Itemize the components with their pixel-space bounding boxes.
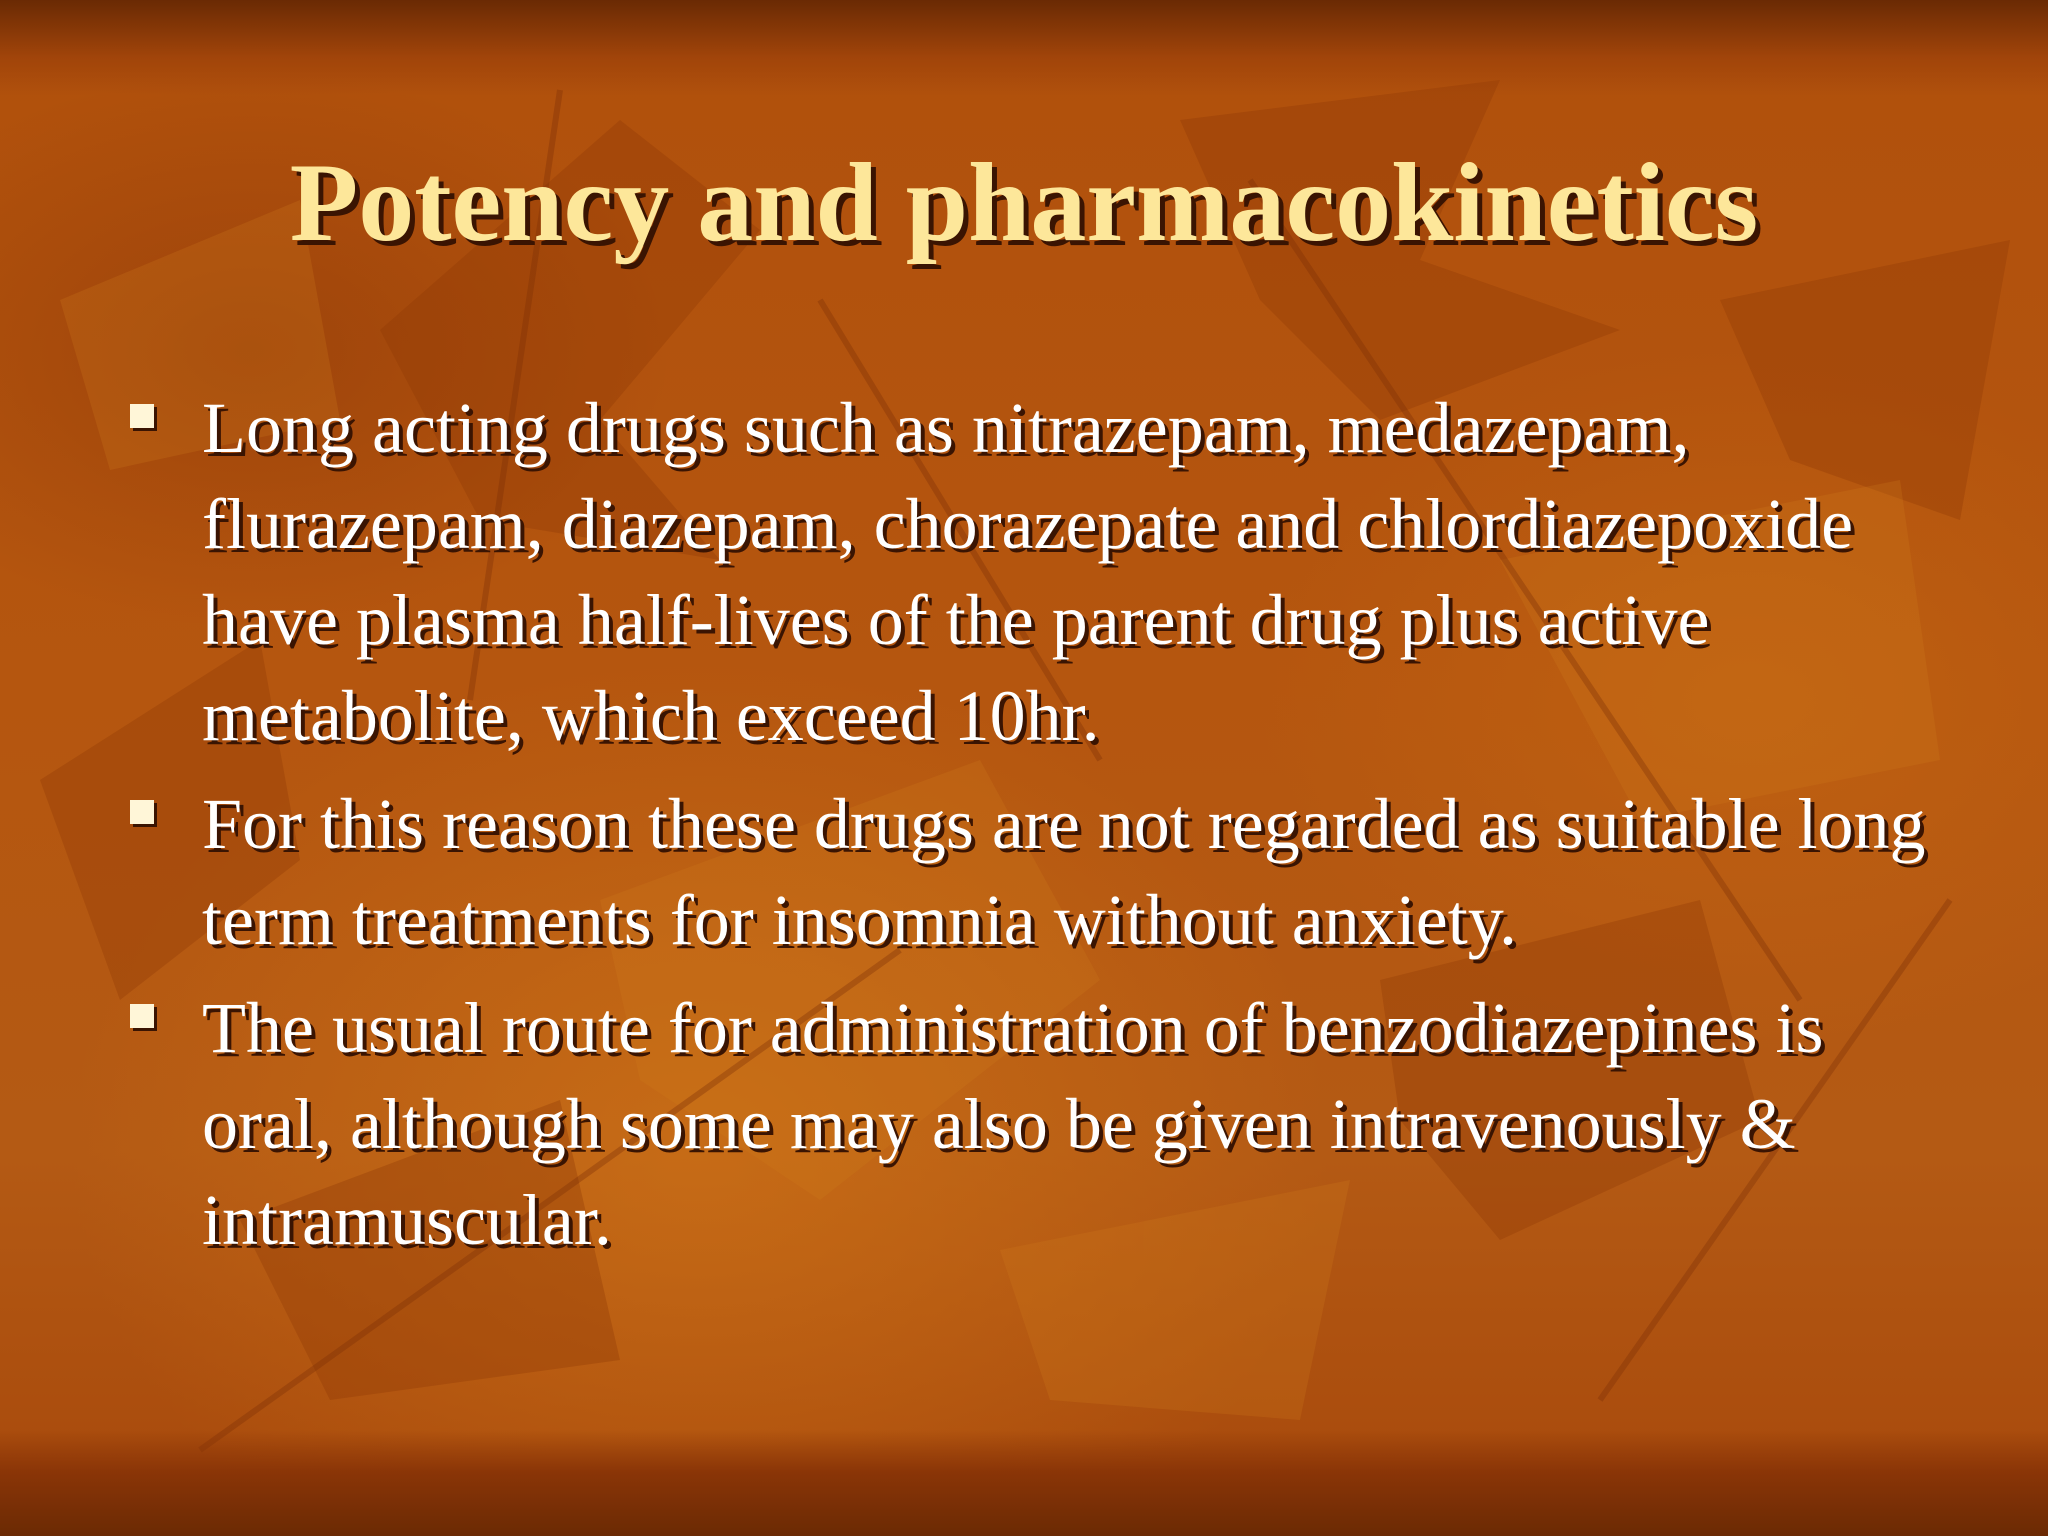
slide-title: Potency and pharmacokinetics <box>289 141 1759 265</box>
square-bullet-icon <box>130 404 154 428</box>
bullet-item <box>130 776 1930 968</box>
square-bullet-icon <box>130 1004 154 1028</box>
bullet-item <box>130 980 1930 1268</box>
bullet-text: Long acting drugs such as nitrazepam, medazepam, flurazepam, diazepam, chorazepate and chlordiazepoxide have plasma half-lives of the parent drug plus active metabolite, which exceed 10hr. <box>202 388 1854 756</box>
bullet-text: For this reason these drugs are not regarded as suitable long term treatments for insomnia without anxiety. <box>202 784 1926 960</box>
bottom-shade-band <box>0 1430 2048 1536</box>
top-shade-band <box>0 0 2048 95</box>
bullet-list <box>130 380 1930 1280</box>
bullet-text: The usual route for administration of benzodiazepines is oral, although some may also be given intravenously & intramuscular. <box>202 988 1824 1260</box>
bullet-item <box>130 380 1930 764</box>
square-bullet-icon <box>130 800 154 824</box>
